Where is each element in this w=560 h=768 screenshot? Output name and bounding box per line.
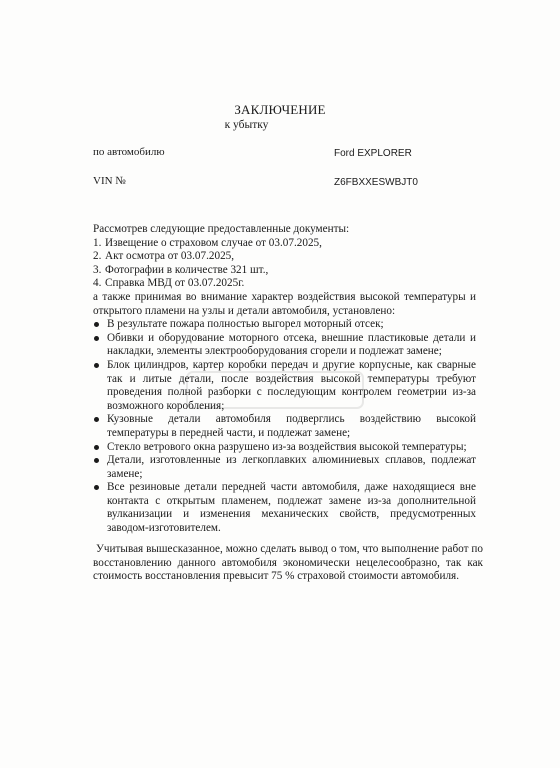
- findings-list: [93, 318, 476, 536]
- vin-label: VIN №: [93, 175, 126, 187]
- finding-item: Кузовные детали автомобиля подверглись воздействию высокой температуры в передней части, и подлежат замене;: [93, 413, 476, 440]
- document-item-text: Акт осмотра от 03.07.2025,: [105, 250, 235, 263]
- conclusion-paragraph: Учитывая вышесказанное, можно сделать вывод о том, что выполнение работ по восстановлению данного автомобиля экономически нецелесообразно, так как стоимость восстановления превысит 75 % страховой стоимости автомобиля.: [93, 543, 483, 583]
- document-item: [93, 237, 476, 251]
- finding-item: Блок цилиндров, картер коробки передач и другие корпусные, как сварные так и литые детали, после воздействия высокой температуры требуют проведения полной разборки с последующим контролем геометрии из-за возможного коробления;: [93, 359, 476, 413]
- vehicle-label: по автомобилю: [93, 146, 165, 158]
- document-item-number: 2.: [93, 250, 102, 263]
- documents-list: [93, 237, 476, 291]
- finding-item: Детали, изготовленные из легкоплавких алюминиевых сплавов, подлежат замене;: [93, 454, 476, 481]
- finding-item: Обивки и оборудование моторного отсека, внешние пластиковые детали и накладки, элементы электрооборудования сгорели и подлежат замене;: [93, 332, 476, 359]
- finding-item: Стекло ветрового окна разрушено из-за воздействия высокой температуры;: [93, 441, 476, 455]
- document-item-number: 4.: [93, 277, 102, 290]
- considering-paragraph: а также принимая во внимание характер воздействия высокой температуры и открытого пламени на узлы и детали автомобиля, установлено:: [93, 290, 476, 317]
- document-item-number: 3.: [93, 263, 102, 276]
- document-item: [93, 277, 476, 291]
- document-title: ЗАКЛЮЧЕНИЕ: [234, 102, 326, 117]
- document-item-text: Извещение о страховом случае от 03.07.2025,: [105, 236, 322, 249]
- vin-value: Z6FBXXESWBJT0: [334, 177, 418, 188]
- document-subtitle: к убытку: [224, 119, 269, 131]
- body-section: [93, 223, 476, 536]
- finding-item: В результате пожара полностью выгорел моторный отсек;: [93, 318, 476, 332]
- document-item: [93, 250, 476, 264]
- document-item-number: 1.: [93, 236, 102, 249]
- intro-text: Рассмотрев следующие предоставленные документы:: [93, 223, 350, 235]
- document-item-text: Справка МВД от 03.07.2025г.: [105, 277, 245, 290]
- document-item: [93, 264, 476, 278]
- document-item-text: Фотографии в количестве 321 шт.,: [105, 263, 269, 276]
- vehicle-value: Ford EXPLORER: [334, 148, 412, 159]
- finding-item: Все резиновые детали передней части автомобиля, даже находящиеся вне контакта с открытым пламенем, подлежат замене из-за дополнительной вулканизации и изменения механических свойств, предусмотренных заводом-изготовителем.: [93, 481, 476, 535]
